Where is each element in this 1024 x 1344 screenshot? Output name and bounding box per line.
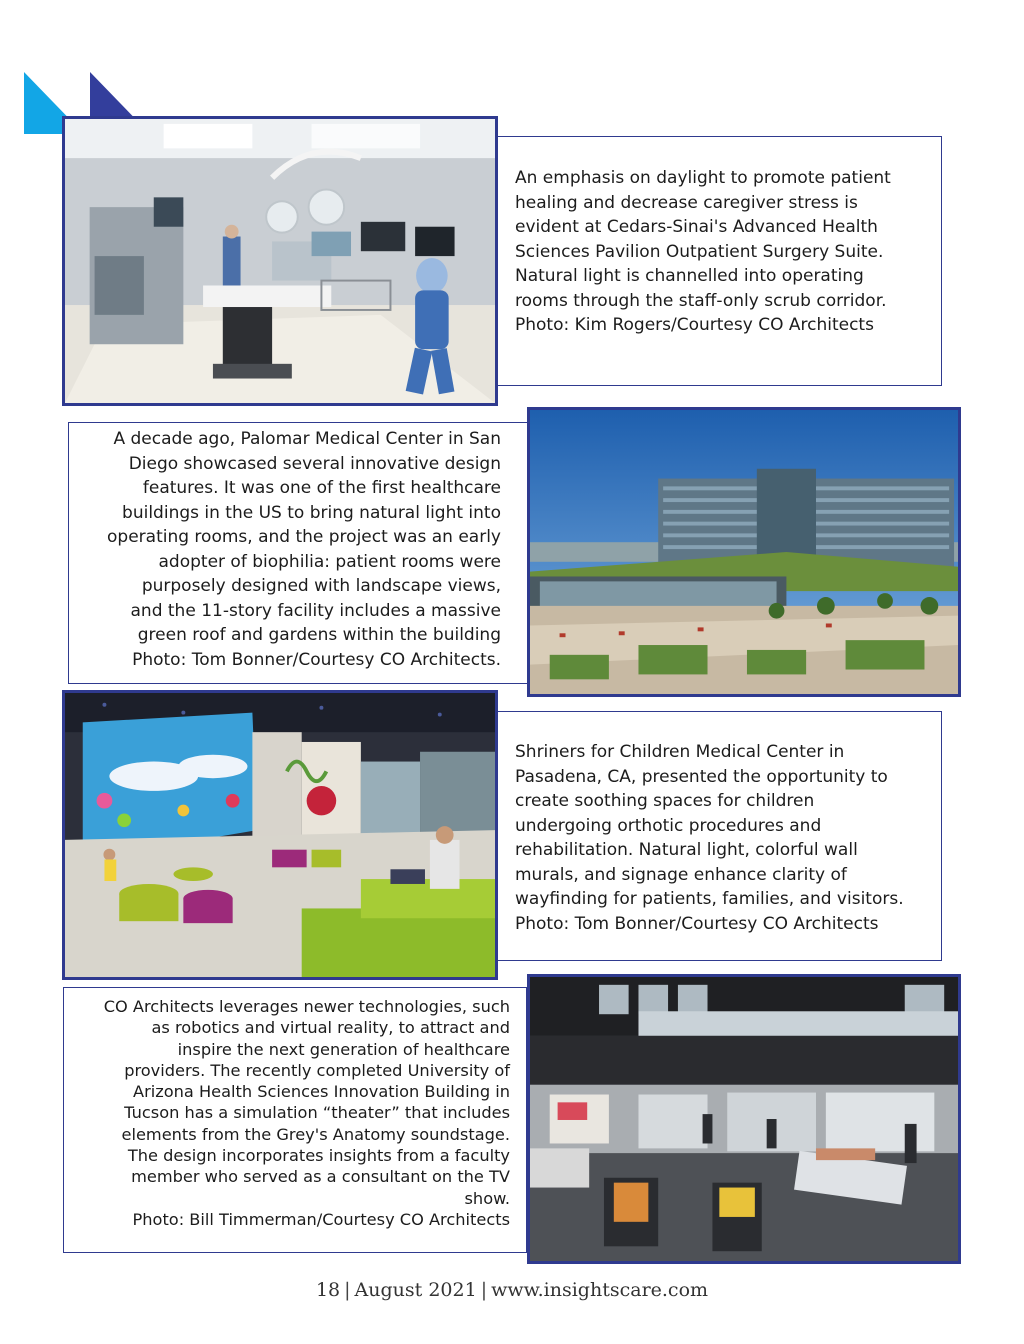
- page-number: 18: [315, 1279, 341, 1301]
- footer-divider: |: [344, 1279, 351, 1301]
- website-link[interactable]: www.insightscare.com: [491, 1279, 709, 1301]
- caption-palomar: A decade ago, Palomar Medical Center in San Diego showcased several innovative design features. It was one of the first healthcare buildings in the US to bring natural light into operating rooms, and the project was an early adopter of biophilia: patient rooms were purposely designed with landscape views, and the 11-story facility includes a massive green roof and gardens within the building Photo: Tom Bonner/Courtesy CO Architects.: [107, 429, 501, 670]
- photo-simulation-theater: [527, 974, 961, 1264]
- caption-cedars-sinai: An emphasis on daylight to promote patient healing and decrease caregiver stress is evident at Cedars-Sinai's Advanced Health Sciences Pavilion Outpatient Surgery Suite. Natural light is channelled into operating rooms through the staff-only scrub corridor. Photo: Kim Rogers/Courtesy CO Architects: [515, 168, 891, 335]
- photo-shriners-lobby: [62, 690, 498, 980]
- issue-date: August 2021: [354, 1279, 477, 1301]
- photo-operating-room: [62, 116, 498, 406]
- caption-arizona: CO Architects leverages newer technologies, such as robotics and virtual reality, to attract and inspire the next generation of healthcare providers. The recently completed University of Arizona Health Sciences Innovation Building in Tucson has a simulation “theater” that includes elements from the Grey's Anatomy soundstage. The design incorporates insights from a faculty member who served as a consultant on the TV show. Photo: Bill Timmerman/Courtesy CO Architects: [103, 997, 510, 1229]
- photo-palomar-medical-center: [527, 407, 961, 697]
- caption-shriners: Shriners for Children Medical Center in Pasadena, CA, presented the opportunity to create soothing spaces for children undergoing orthotic procedures and rehabilitation. Natural light, colorful wall murals, and signage enhance clarity of wayfinding for patients, families, and visitors. Photo: Tom Bonner/Courtesy CO Architects: [515, 742, 904, 934]
- page-footer: [0, 1279, 1024, 1301]
- footer-divider: |: [480, 1279, 488, 1301]
